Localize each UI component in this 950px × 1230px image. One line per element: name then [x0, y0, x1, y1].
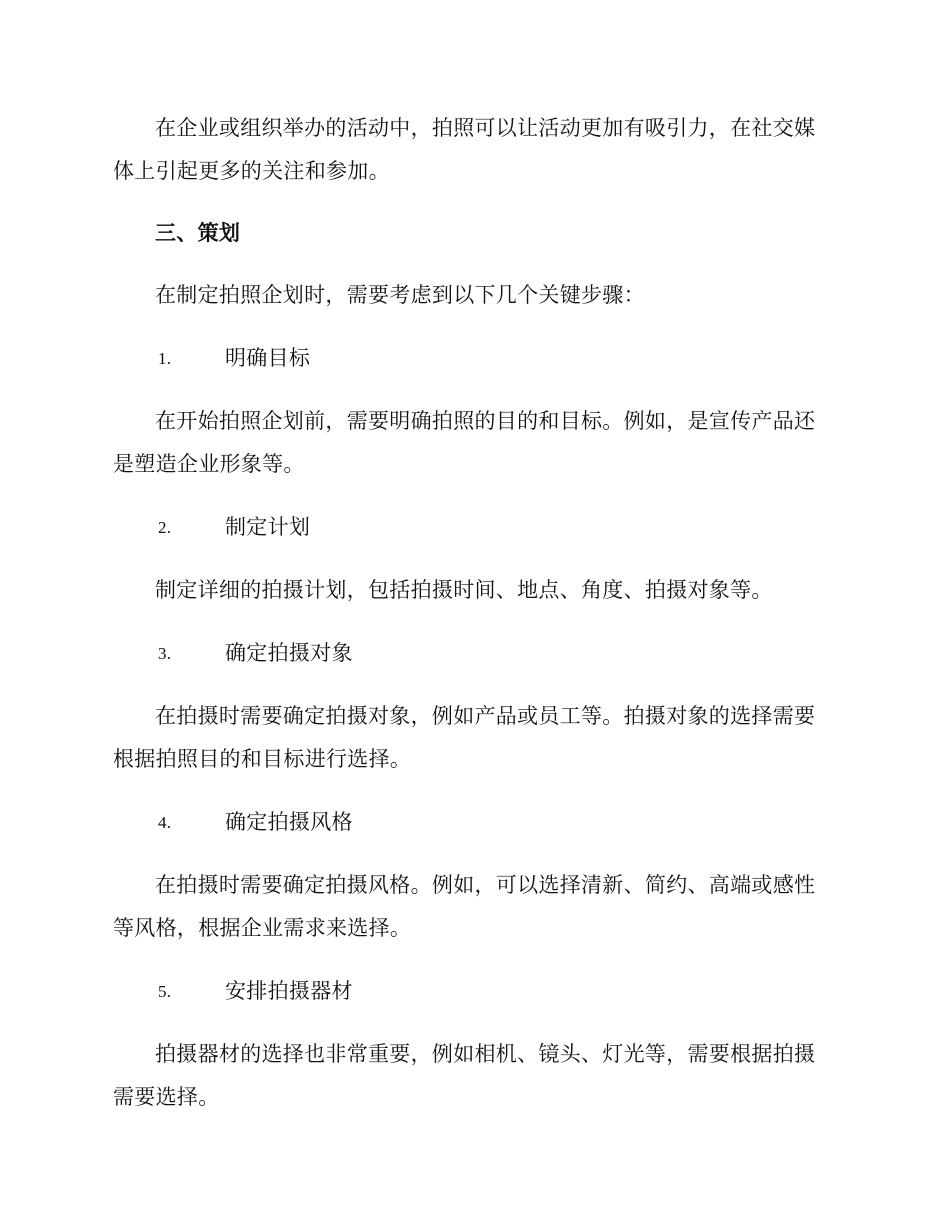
step-4-description: 在拍摄时需要确定拍摄风格。例如，可以选择清新、简约、高端或感性等风格，根据企业需求来选择。: [113, 873, 816, 940]
step-title: 制定计划: [225, 515, 311, 539]
step-number: 2.: [158, 518, 172, 537]
step-5-heading: [113, 970, 835, 1013]
step-3-heading: [113, 632, 835, 675]
paragraph-intro: 在企业或组织举办的活动中，拍照可以让活动更加有吸引力，在社交媒体上引起更多的关注和参加。: [113, 116, 816, 183]
step-number: 3.: [158, 644, 172, 663]
step-number: 5.: [158, 982, 172, 1001]
step-number: 4.: [158, 813, 172, 832]
step-2-description: 制定详细的拍摄计划，包括拍摄时间、地点、角度、拍摄对象等。: [155, 578, 773, 602]
section-intro: 在制定拍照企划时，需要考虑到以下几个关键步骤：: [155, 283, 645, 307]
step-title: 确定拍摄对象: [225, 641, 353, 665]
section-heading: 三、策划: [155, 220, 241, 245]
step-title: 安排拍摄器材: [225, 979, 353, 1003]
document-body: [113, 107, 835, 1139]
step-1-heading: [113, 337, 835, 380]
step-title: 确定拍摄风格: [225, 810, 353, 834]
step-4-heading: [113, 801, 835, 844]
step-3-description: 在拍摄时需要确定拍摄对象，例如产品或员工等。拍摄对象的选择需要根据拍照目的和目标进行选择。: [113, 704, 816, 771]
step-5-description: 拍摄器材的选择也非常重要，例如相机、镜头、灯光等，需要根据拍摄需要选择。: [113, 1042, 816, 1109]
step-2-heading: [113, 506, 835, 549]
step-title: 明确目标: [225, 346, 311, 370]
step-number: 1.: [158, 349, 172, 368]
step-1-description: 在开始拍照企划前，需要明确拍照的目的和目标。例如，是宣传产品还是塑造企业形象等。: [113, 409, 816, 476]
